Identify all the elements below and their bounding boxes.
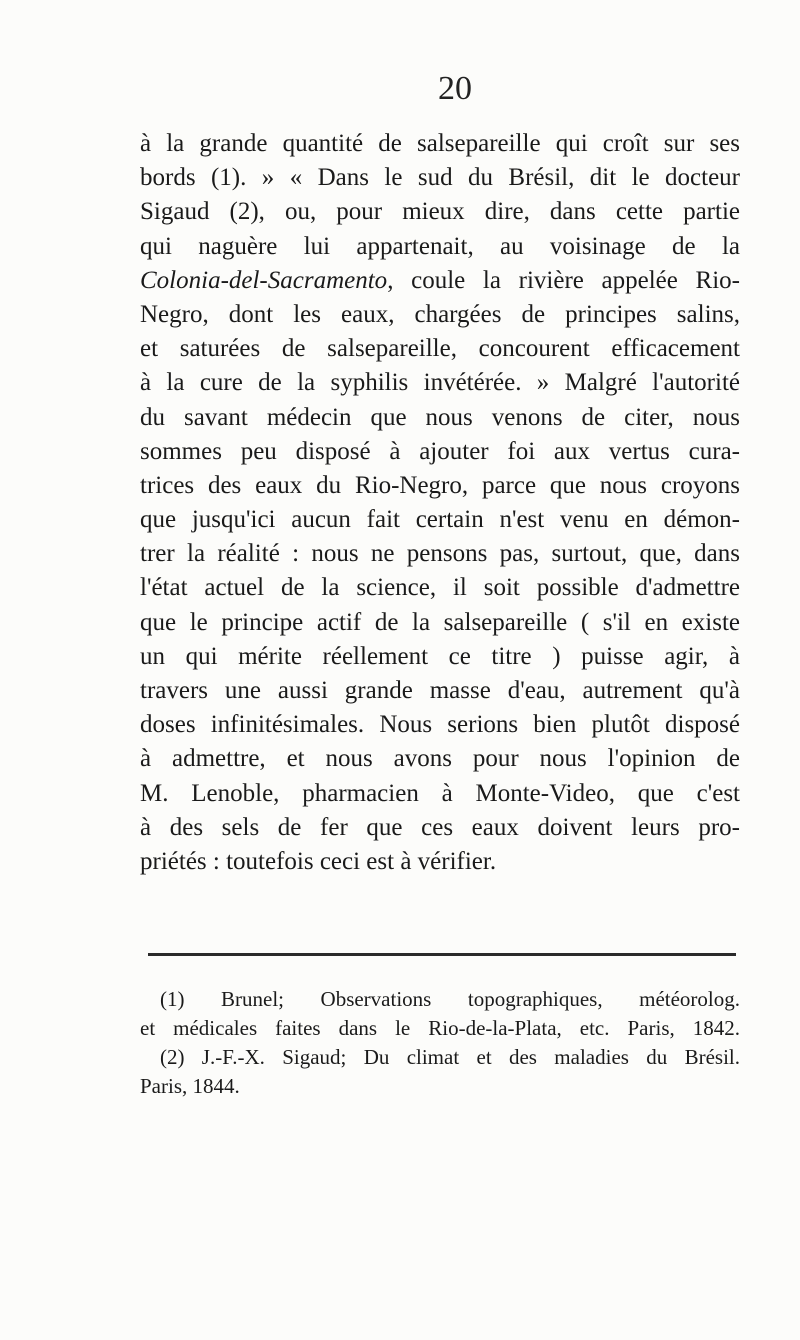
text-line: que le principe actif de la salsepareille ( s'il en existe [140,608,740,636]
footnotes [140,985,740,1101]
footnote-2: (2) J.-F.-X. Sigaud; Du climat et des maladies du Brésil. [160,1045,740,1069]
text-line: à la cure de la syphilis invétérée. » Malgré l'autorité [140,369,740,397]
text-line: du savant médecin que nous venons de citer, nous [140,403,740,431]
text-line: qui naguère lui appartenait, au voisinage de la [140,232,740,260]
text-line: et saturées de salsepareille, concourent efficacement [140,335,740,363]
text-line: Negro, dont les eaux, chargées de principes salins, [140,300,740,328]
text-line: M. Lenoble, pharmacien à Monte-Video, que c'est [140,779,740,807]
text-line: trices des eaux du Rio-Negro, parce que nous croyons [140,471,740,499]
text-line: un qui mérite réellement ce titre ) puisse agir, à [140,642,740,670]
footnote-2-continued: Paris, 1844. [140,1074,240,1098]
text-line [140,264,740,298]
text-line: doses infinitésimales. Nous serions bien plutôt disposé [140,711,740,739]
page-number: 20 [438,70,472,107]
text-line: Sigaud (2), ou, pour mieux dire, dans cette partie [140,198,740,226]
text-line: sommes peu disposé à ajouter foi aux vertus cura- [140,437,740,465]
text-line: que jusqu'ici aucun fait certain n'est venu en démon- [140,506,740,534]
italic-place-name: Colonia-del-Sacramento [140,266,388,294]
footnote-separator [148,953,736,956]
text-line: à la grande quantité de salsepareille qui croît sur ses [140,130,740,157]
text-line: trer la réalité : nous ne pensons pas, surtout, que, dans [140,540,740,568]
text-line: à des sels de fer que ces eaux doivent leurs pro- [140,813,740,841]
text-line: l'état actuel de la science, il soit possible d'admettre [140,574,740,602]
text-line: bords (1). » « Dans le sud du Brésil, dit le docteur [140,164,740,192]
text-line: priétés : toutefois ceci est à vérifier. [140,847,497,875]
body-text [140,127,740,879]
footnote-1-continued: et médicales faites dans le Rio-de-la-Plata, etc. Paris, 1842. [140,1016,740,1040]
text-line: à admettre, et nous avons pour nous l'opinion de [140,745,740,773]
text-line-rest: , coule la rivière appelée Rio- [387,266,740,294]
text-line: travers une aussi grande masse d'eau, autrement qu'à [140,677,740,704]
footnote-1: (1) Brunel; Observations topographiques, météorolog. [160,987,740,1011]
